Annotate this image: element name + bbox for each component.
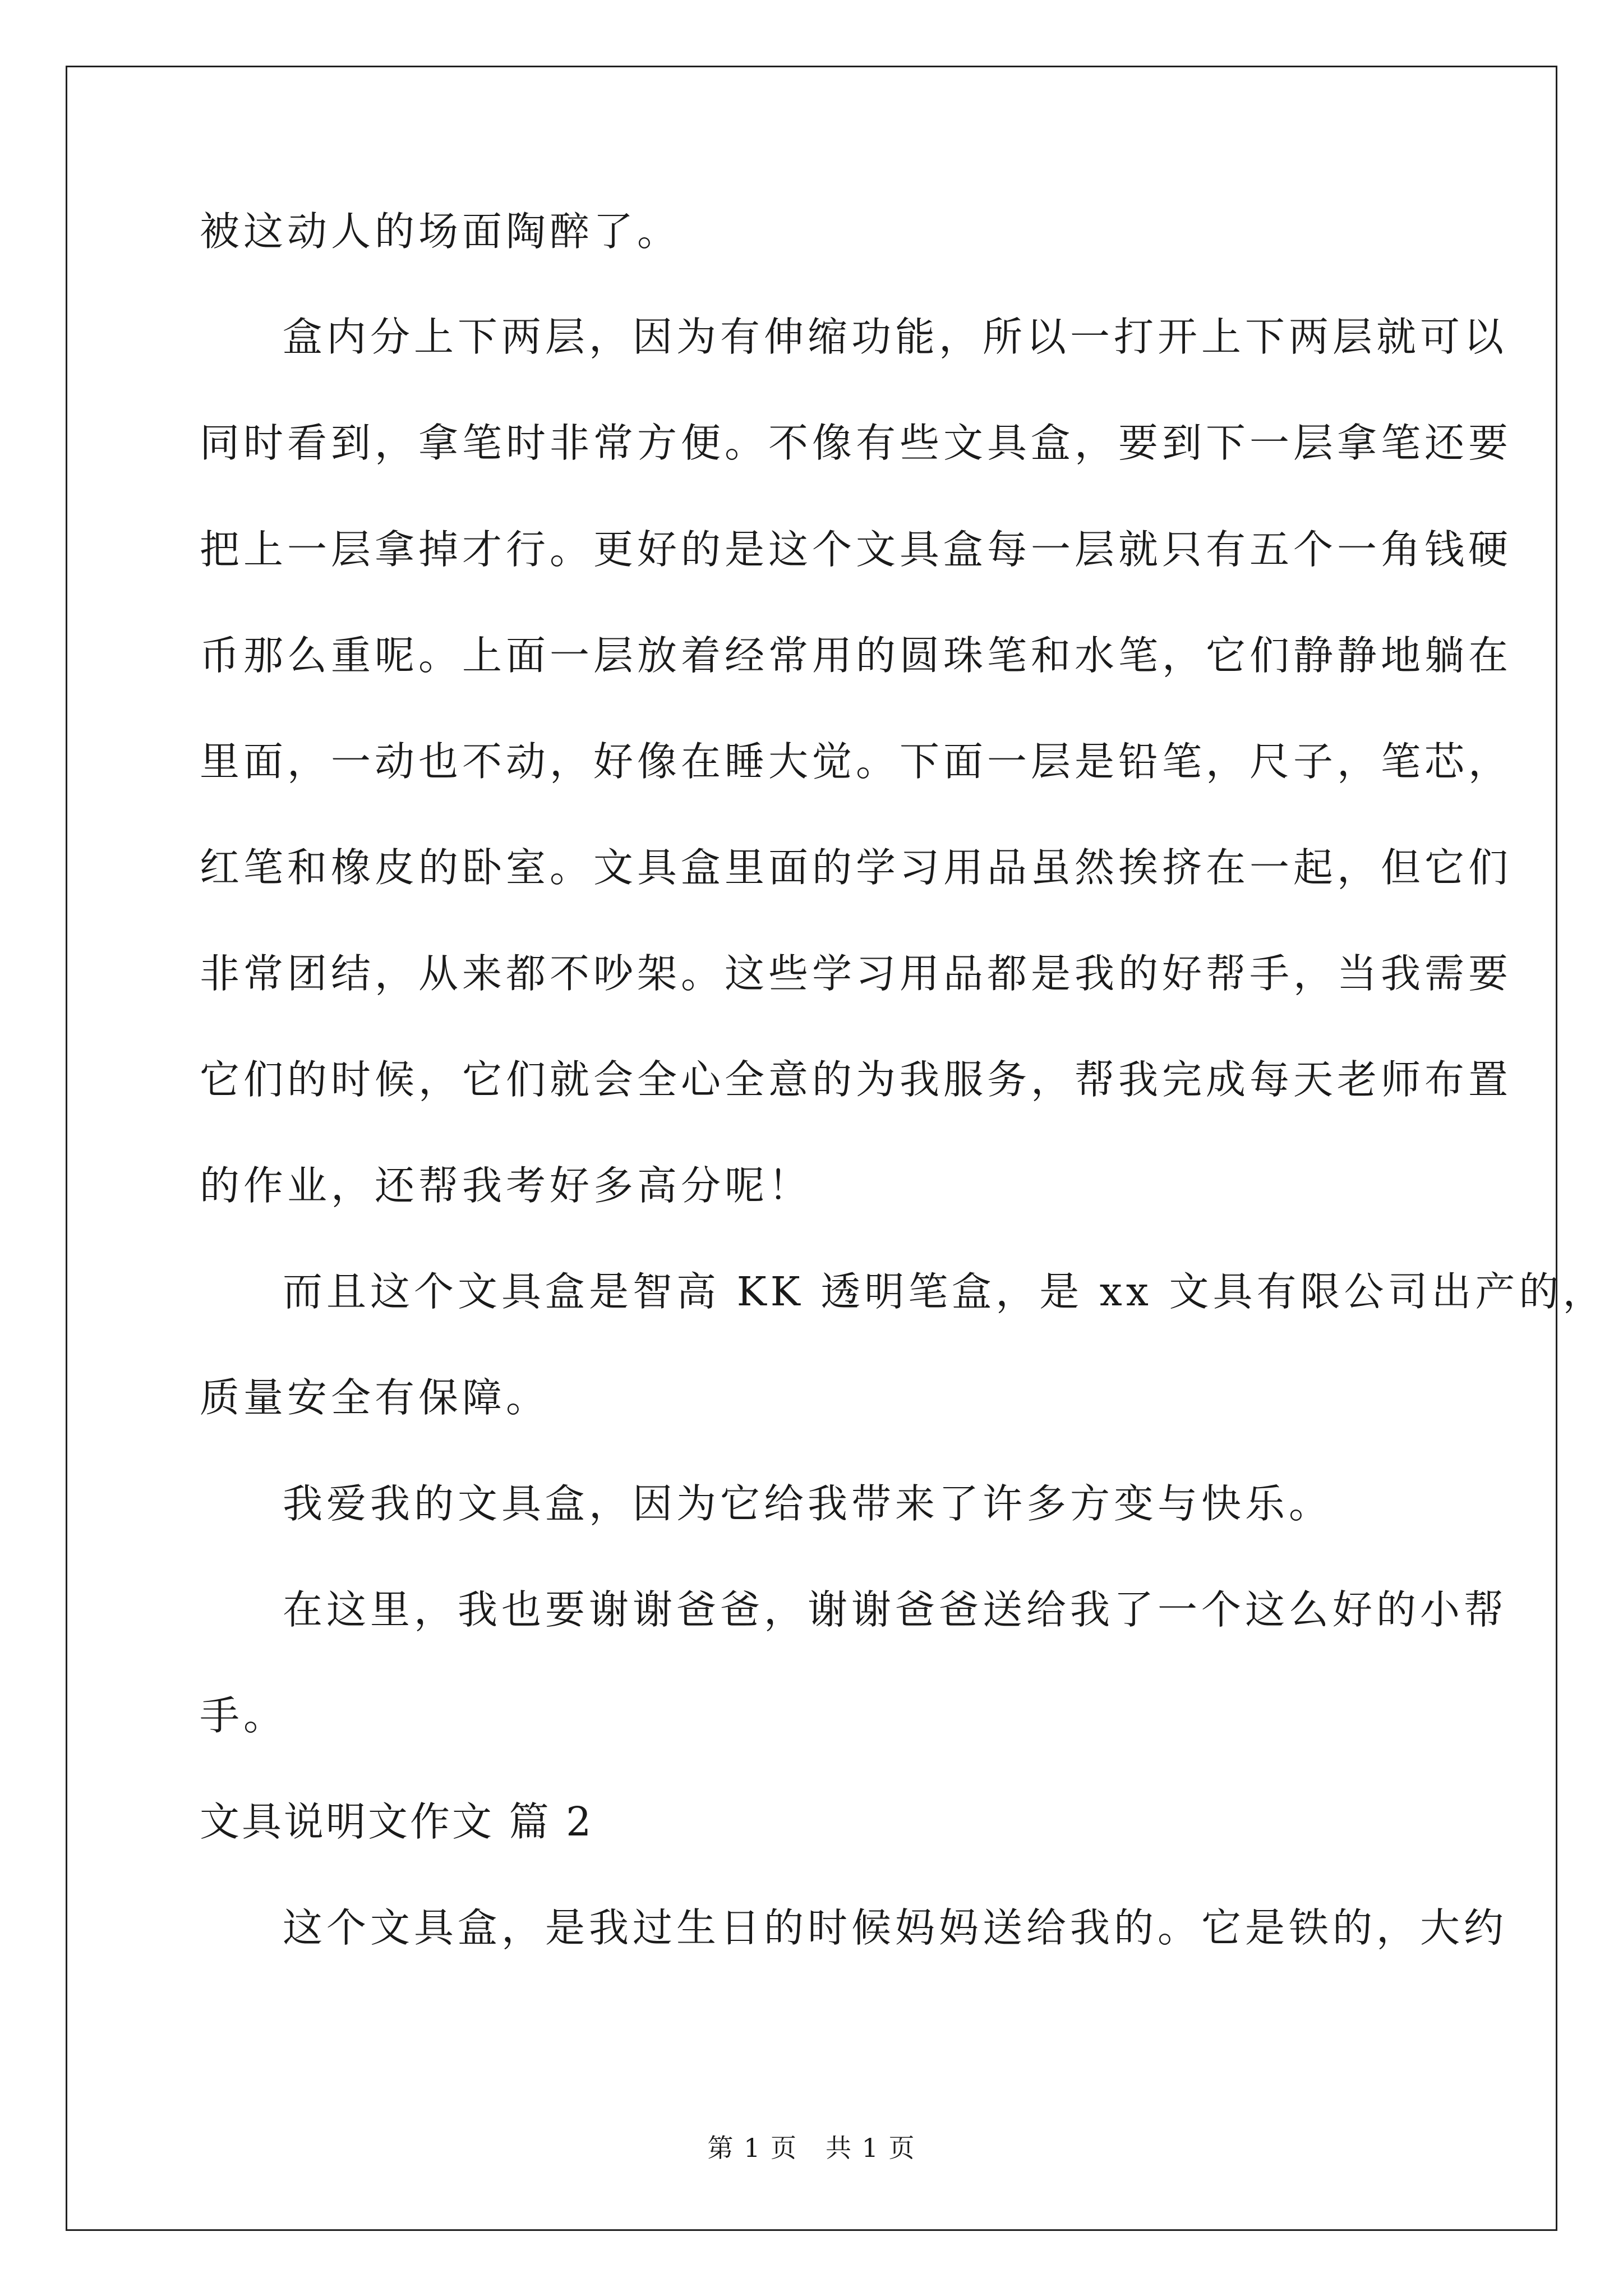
paragraph-line: 质量安全有保障。	[200, 1374, 550, 1421]
paragraph-line: 我爱我的文具盒，因为它给我带来了许多方变与快乐。	[283, 1480, 1333, 1527]
page-number-current: 第 1 页	[707, 2133, 797, 2163]
paragraph-line: 把上一层拿掉才行。更好的是这个文具盒每一层就只有五个一角钱硬	[200, 526, 1513, 573]
paragraph-line: 盒内分上下两层，因为有伸缩功能，所以一打开上下两层就可以	[283, 314, 1508, 360]
paragraph-line: 被这动人的场面陶醉了。	[200, 208, 681, 255]
paragraph-line: 同时看到，拿笔时非常方便。不像有些文具盒，要到下一层拿笔还要	[200, 420, 1513, 466]
paragraph-line: 这个文具盒，是我过生日的时候妈妈送给我的。它是铁的，大约	[283, 1904, 1508, 1951]
paragraph-line: 非常团结，从来都不吵架。这些学习用品都是我的好帮手，当我需要	[200, 950, 1513, 997]
paragraph-line: 红笔和橡皮的卧室。文具盒里面的学习用品虽然挨挤在一起，但它们	[200, 844, 1513, 891]
paragraph-line: 在这里，我也要谢谢爸爸，谢谢爸爸送给我了一个这么好的小帮	[283, 1586, 1508, 1633]
paragraph-line: 的作业，还帮我考好多高分呢！	[200, 1162, 813, 1209]
page-number-total: 共 1 页	[826, 2133, 916, 2163]
paragraph-line: 而且这个文具盒是智高 KK 透明笔盒，是 xx 文具有限公司出产的，	[283, 1268, 1607, 1315]
page-footer	[0, 2131, 1623, 2165]
section-heading: 文具说明文作文 篇 2	[200, 1798, 594, 1845]
paragraph-line: 它们的时候，它们就会全心全意的为我服务，帮我完成每天老师布置	[200, 1056, 1513, 1103]
paragraph-line: 币那么重呢。上面一层放着经常用的圆珠笔和水笔，它们静静地躺在	[200, 632, 1513, 679]
paragraph-line: 里面，一动也不动，好像在睡大觉。下面一层是铅笔，尺子，笔芯，	[200, 738, 1513, 785]
paragraph-line: 手。	[200, 1692, 288, 1739]
